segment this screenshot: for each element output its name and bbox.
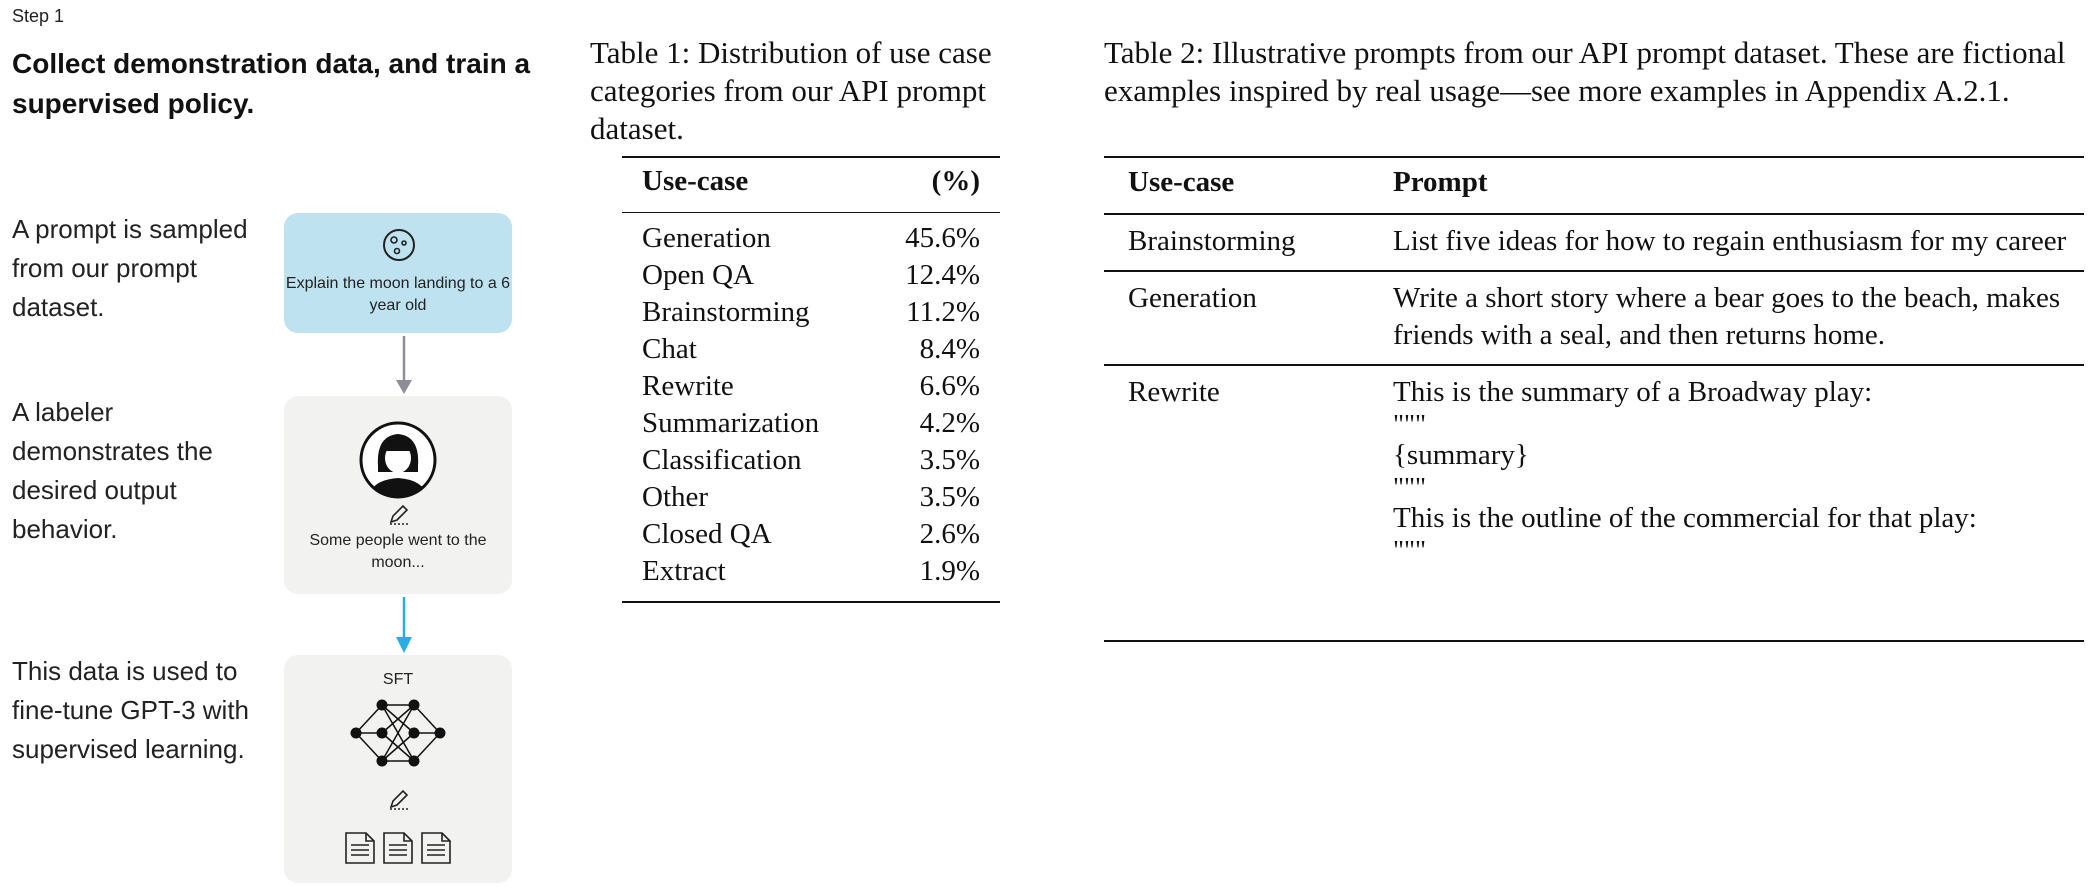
table1-cell-use-case: Chat [642,333,697,365]
table1-cell-percent: 6.6% [919,370,980,402]
table-row [622,479,1000,516]
table-row [1104,214,2084,271]
table1-cell-use-case: Open QA [642,259,754,291]
table1-caption: Table 1: Distribution of use case categories from our API prompt dataset. [590,35,992,146]
table-row [622,210,1000,257]
prompt-line: This is the summary of a Broadway play: [1393,376,1873,408]
table1-cell-use-case: Extract [642,555,726,587]
prompt-card [284,213,512,333]
table2-header-prompt: Prompt [1393,166,1488,198]
table1-cell-use-case: Closed QA [642,518,772,550]
table1 [622,158,1000,590]
pencil-icon [387,789,411,816]
table1-cell-percent: 45.6% [905,222,980,254]
table1-cell-use-case: Classification [642,444,802,476]
table-row [622,368,1000,405]
table1-cell-use-case: Generation [642,222,771,254]
prompt-line: Write a short story where a bear goes to the beach, makes friends with a seal, and then returns home. [1393,282,2061,351]
table2 [1104,158,2084,573]
pencil-icon [387,504,411,531]
demonstration-text: Some people went to the moon... [309,532,487,571]
stage-2-description: A labeler demonstrates the desired output behavior. [12,397,213,544]
prompt-line: This is the outline of the commercial for that play: [1393,502,1977,534]
table1-cell-use-case: Brainstorming [642,296,810,328]
table-row [622,331,1000,368]
prompt-line: """ [1393,472,1427,502]
table1-cell-percent: 4.2% [919,407,980,439]
arrow-down-icon [396,597,412,662]
table1-header-percent: (%) [931,164,980,197]
table1-cell-use-case: Summarization [642,407,820,439]
prompt-line: """ [1393,409,1427,439]
moon-icon [379,225,419,270]
table1-cell-percent: 1.9% [919,555,980,587]
table1-cell-use-case: Other [642,481,709,513]
table-row [622,405,1000,442]
stage-3-description: This data is used to fine-tune GPT-3 with supervised learning. [12,656,249,764]
demonstration-card [284,396,512,594]
step-label: Step 1 [12,6,65,26]
table-row [622,257,1000,294]
table1-cell-percent: 8.4% [919,333,980,365]
neural-network-icon [350,697,446,774]
table-row [622,516,1000,553]
table2-cell-prompt [1369,365,2084,573]
table-row [1104,365,2084,573]
documents-icon [344,831,452,870]
table-row [1104,271,2084,365]
table2-cell-use-case: Generation [1104,271,1369,365]
table2-cell-use-case: Brainstorming [1104,214,1369,271]
labeler-avatar-icon [358,420,438,505]
prompt-line: """ [1393,535,1427,565]
table1-cell-use-case: Rewrite [642,370,734,402]
table1-cell-percent: 2.6% [919,518,980,550]
table1-cell-percent: 3.5% [919,444,980,476]
table1-cell-percent: 11.2% [906,296,980,328]
table2-cell-prompt [1369,214,2084,271]
prompt-line: {summary} [1393,439,1529,471]
table-row [622,294,1000,331]
prompt-line: List five ideas for how to regain enthusiasm for my career [1393,225,2067,257]
prompt-text: Explain the moon landing to a 6 year old [285,275,511,314]
table2-header-row [1104,158,2084,214]
arrow-down-icon [396,336,412,401]
table-row [622,442,1000,479]
step-title: Collect demonstration data, and train a supervised policy. [12,48,531,119]
stage-1-description: A prompt is sampled from our prompt dataset. [12,214,248,322]
table2-cell-prompt [1369,271,2084,365]
table1-header-rule [622,212,1000,213]
table2-cell-use-case: Rewrite [1104,365,1369,573]
table1-cell-percent: 12.4% [905,259,980,291]
table2-bottom-rule [1104,640,2084,642]
table2-header-use-case: Use-case [1128,166,1235,198]
sft-label: SFT [382,671,414,688]
table2-caption: Table 2: Illustrative prompts from our API prompt dataset. These are fictional examples inspired by real usage—see more examples in Appendix A.2.1. [1104,35,2066,108]
table1-header-use-case: Use-case [642,164,749,197]
table1-bottom-rule [622,601,1000,603]
table1-header-row [622,158,1000,210]
table1-cell-percent: 3.5% [919,481,980,513]
sft-card [284,655,512,883]
table-row [622,553,1000,590]
